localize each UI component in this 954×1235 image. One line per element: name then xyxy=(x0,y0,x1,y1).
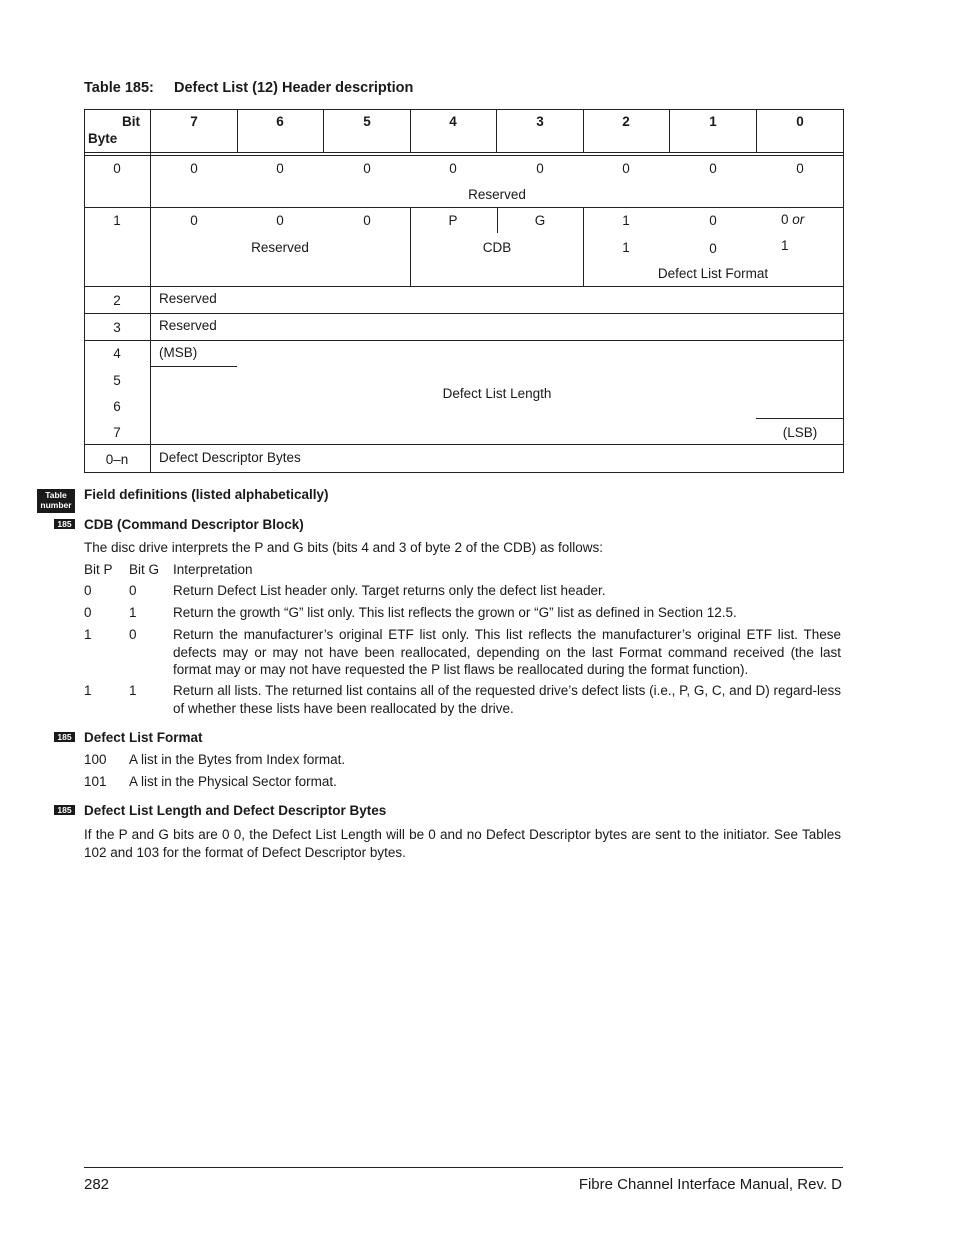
byte-1-bit-0: 0 or xyxy=(781,212,805,227)
defect-descriptor-bytes: Defect Descriptor Bytes xyxy=(159,450,301,465)
defect-list-length: Defect List Length xyxy=(442,386,552,401)
col-bit-p: Bit P xyxy=(84,562,113,577)
byte-0-label: 0 xyxy=(113,161,121,176)
byte-1-bit-3-g: G xyxy=(534,213,546,228)
byte-0-bit-2: 0 xyxy=(622,161,630,176)
cdb-intro: The disc drive interprets the P and G bits (bits 4 and 3 of byte 2 of the CDB) as follows: xyxy=(84,540,604,555)
field-definitions-heading: Field definitions (listed alphabetically) xyxy=(84,487,329,502)
header-bit-4: 4 xyxy=(449,114,457,129)
header-bit-5: 5 xyxy=(363,114,371,129)
table-caption xyxy=(84,80,413,96)
page-number: 282 xyxy=(84,1176,110,1193)
ref-tag-cdb: 185 xyxy=(54,519,75,529)
byte-0-bit-3: 0 xyxy=(536,161,544,176)
byte-0-bit-5: 0 xyxy=(363,161,371,176)
document-title: Fibre Channel Interface Manual, Rev. D xyxy=(578,1176,842,1193)
defect-list-format-heading: Defect List Format xyxy=(84,730,203,745)
byte-0-bit-7: 0 xyxy=(190,161,198,176)
byte-1-label: 1 xyxy=(113,213,121,228)
byte-1-reserved: Reserved xyxy=(251,240,309,255)
ref-tag-length: 185 xyxy=(54,805,75,815)
byte-1-defect-list-format: Defect List Format xyxy=(657,266,769,281)
header-bit-3: 3 xyxy=(536,114,544,129)
header-byte-label: Byte xyxy=(88,131,118,146)
footer-rule xyxy=(84,1167,843,1168)
header-bit-6: 6 xyxy=(276,114,284,129)
byte-1-bit-1: 0 xyxy=(709,213,717,228)
byte-0-bit-4: 0 xyxy=(449,161,457,176)
table-title: Defect List (12) Header description xyxy=(174,80,414,96)
descriptor-bytes-label: 0–n xyxy=(105,452,129,467)
header-bit-label: Bit xyxy=(122,114,140,129)
header-bit-0: 0 xyxy=(796,114,804,129)
byte-4-label: 4 xyxy=(113,346,121,361)
table-number-tag: Table number xyxy=(37,489,75,513)
lsb-label: (LSB) xyxy=(782,425,818,440)
byte-1-bit-7: 0 xyxy=(190,213,198,228)
byte-1-bit-6: 0 xyxy=(276,213,284,228)
header-bit-7: 7 xyxy=(190,114,198,129)
byte-2-label: 2 xyxy=(113,293,121,308)
byte-2-reserved: Reserved xyxy=(159,291,217,306)
byte-1-bit-5: 0 xyxy=(363,213,371,228)
header-bit-2: 2 xyxy=(622,114,630,129)
header-bit-1: 1 xyxy=(709,114,717,129)
table-number: Table 185: xyxy=(84,80,154,96)
byte-1-cdb: CDB xyxy=(482,240,512,255)
byte-3-label: 3 xyxy=(113,320,121,335)
msb-label: (MSB) xyxy=(159,345,198,360)
col-interpretation: Interpretation xyxy=(173,562,253,577)
cdb-heading: CDB (Command Descriptor Block) xyxy=(84,517,304,532)
defect-list-length-heading: Defect List Length and Defect Descriptor Bytes xyxy=(84,803,387,818)
byte-0-bit-1: 0 xyxy=(709,161,717,176)
defect-list-length-text: If the P and G bits are 0 0, the Defect List Length will be 0 and no Defect Descriptor bytes are sent to the initiator. See Tables 102 and 103 for the format of Defect Descriptor bytes. xyxy=(84,827,841,860)
byte-0-bit-0: 0 xyxy=(796,161,804,176)
byte-1-bit-2-alt: 1 xyxy=(622,240,630,255)
byte-1-bit-4-p: P xyxy=(448,213,458,228)
byte-1-bit-2: 1 xyxy=(622,213,630,228)
col-bit-g: Bit G xyxy=(129,562,160,577)
byte-7-label: 7 xyxy=(113,425,121,440)
byte-1-bit-1-alt: 0 xyxy=(709,241,717,256)
ref-tag-format: 185 xyxy=(54,732,75,742)
byte-0-reserved: Reserved xyxy=(468,187,526,202)
byte-6-label: 6 xyxy=(113,399,121,414)
byte-5-label: 5 xyxy=(113,373,121,388)
byte-0-bit-6: 0 xyxy=(276,161,284,176)
byte-3-reserved: Reserved xyxy=(159,318,217,333)
defect-list-header-table xyxy=(84,109,844,473)
byte-1-bit-0-alt: 1 xyxy=(781,238,789,253)
